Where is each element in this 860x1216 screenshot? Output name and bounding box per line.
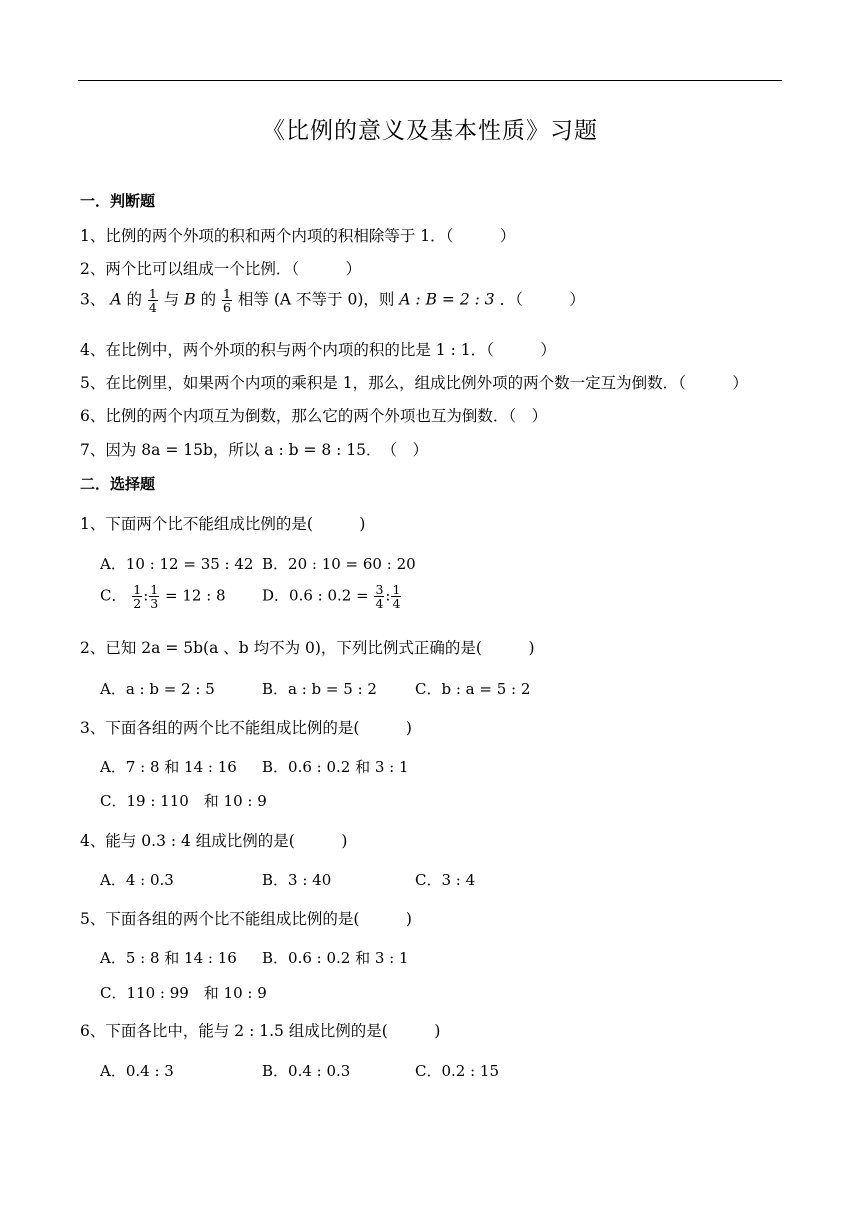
choice-question-2: 2、已知 2a = 5b(a 、b 均不为 0)，下列比例式正确的是( ) [80,639,535,657]
choice-question-4: 4、能与 0.3 : 4 组成比例的是( ) [80,832,348,850]
choice-question-5: 5、下面各组的两个比不能组成比例的是( ) [80,910,412,928]
header-rule [78,80,782,81]
fraction: $\frac{1}{3}$ [150,582,159,612]
fraction: $\frac{1}{2}$ [133,582,142,612]
option-c: C．110 : 99 和 10 : 9 [100,984,267,1002]
section-heading-choice: 二．选择题 [80,475,156,493]
choice-question-6: 6、下面各比中，能与 2 : 1.5 组成比例的是( ) [80,1022,441,1040]
judgment-item-2: 2、两个比可以组成一个比例．（ ） [80,260,362,278]
judgment-item-4: 4、在比例中，两个外项的积与两个内项的积的比是 1 : 1．（ ） [80,341,556,359]
option-c: C．3 : 4 [415,871,476,889]
option-a: A．7 : 8 和 14 : 16 [100,758,237,776]
choice-question-3: 3、下面各组的两个比不能组成比例的是( ) [80,719,412,737]
option-b: B．3 : 40 [262,871,332,889]
option-b: B．0.4 : 0.3 [262,1062,351,1080]
option-c: C． $\frac{1}{2}$ : $\frac{1}{3}$ = 12 : 8 [100,582,226,612]
judgment-item-6: 6、比例的两个内项互为倒数，那么它的两个外项也互为倒数．（ ） [80,407,548,425]
option-a: A．a : b = 2 : 5 [100,680,215,698]
option-d: D．0.6 : 0.2 = $\frac{3}{4}$ : $\frac{1}{4}$ [262,582,401,612]
option-a: A．4 : 0.3 [100,871,174,889]
option-a: A．5 : 8 和 14 : 16 [100,949,237,967]
fraction: $\frac{1}{4}$ [392,582,401,612]
fraction: $\frac{1}{6}$ [223,286,231,316]
judgment-item-5: 5、在比例里，如果两个内项的乘积是 1，那么，组成比例外项的两个数一定互为倒数．（ ） [80,374,748,392]
judgment-item-1: 1、比例的两个外项的积和两个内项的积相除等于 1．（ ） [80,227,516,245]
option-b: B．a : b = 5 : 2 [262,680,377,698]
choice-question-1: 1、下面两个比不能组成比例的是( ) [80,515,366,533]
judgment-item-3: 3、 A 的 $\frac{1}{4}$ 与 B 的 $\frac{1}{6}$ 相等 (A 不等于 0)，则 A : B = 2 : 3 ．（ ） [80,286,585,316]
fraction: $\frac{1}{4}$ [148,286,157,316]
option-b: B．20 : 10 = 60 : 20 [262,555,416,573]
page-title: 《比例的意义及基本性质》习题 [262,118,598,144]
option-a: A．0.4 : 3 [100,1062,174,1080]
section-heading-judgment: 一．判断题 [80,192,156,210]
option-a: A．10 : 12 = 35 : 42 [100,555,254,573]
judgment-item-7: 7、因为 8a = 15b，所以 a : b = 8 : 15． （ ） [80,441,429,459]
option-b: B．0.6 : 0.2 和 3 : 1 [262,949,409,967]
option-b: B．0.6 : 0.2 和 3 : 1 [262,758,409,776]
option-c: C．b : a = 5 : 2 [415,680,531,698]
option-c: C．0.2 : 15 [415,1062,500,1080]
option-c: C．19 : 110 和 10 : 9 [100,792,267,810]
fraction: $\frac{3}{4}$ [375,582,384,612]
